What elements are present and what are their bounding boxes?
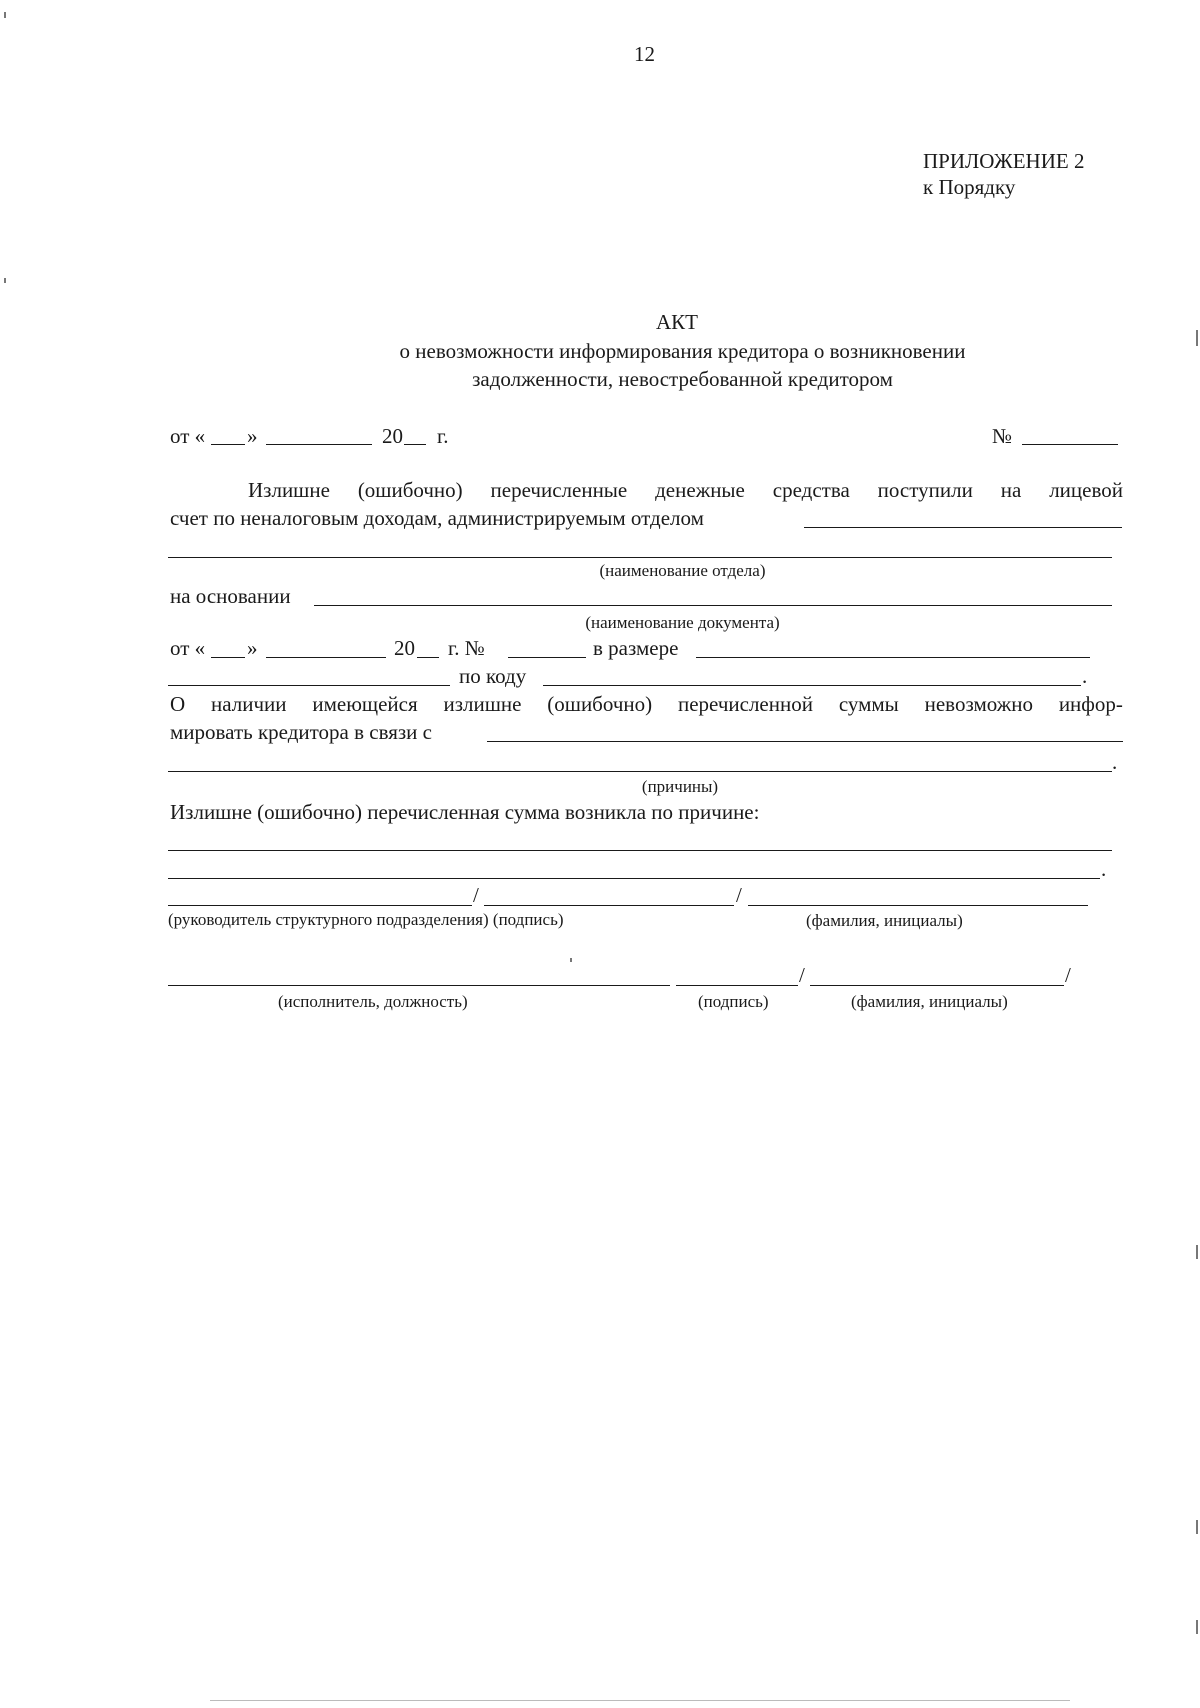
appendix-title: ПРИЛОЖЕНИЕ 2 (923, 149, 1085, 173)
reason-end: . (1112, 750, 1118, 774)
executor-caption: (исполнитель, должность) (278, 992, 468, 1011)
word: денежные (655, 478, 745, 502)
date-year-field[interactable] (404, 444, 426, 445)
head-slash-2: / (736, 883, 742, 907)
word: перечисленные (490, 478, 628, 502)
date-month-field[interactable] (266, 444, 372, 445)
scan-speck (4, 12, 6, 18)
executor-sign-caption: (подпись) (698, 992, 769, 1011)
paragraph1-line2: счет по неналоговым доходам, администрируемым отделом (170, 506, 704, 530)
head-name-field[interactable] (748, 905, 1088, 906)
department-field-2[interactable] (168, 557, 1112, 558)
act-subtitle-line2: задолженности, невостребованной кредитором (472, 367, 893, 391)
cause-end: . (1101, 857, 1107, 881)
page-number: 12 (634, 42, 655, 66)
act-number-sign: № (992, 424, 1013, 448)
code-end: . (1082, 664, 1088, 688)
paragraph2-line2: мировать кредитора в связи с (170, 720, 432, 744)
basis-field[interactable] (314, 605, 1112, 606)
word: излишне (443, 692, 522, 716)
doc-year-number: г. № (448, 636, 485, 660)
word: поступили (877, 478, 973, 502)
word: (ошибочно) (547, 692, 653, 716)
code-field[interactable] (543, 685, 1081, 686)
word: наличии (211, 692, 287, 716)
executor-name-field[interactable] (810, 985, 1064, 986)
date-day-field[interactable] (211, 444, 245, 445)
word: суммы (838, 692, 899, 716)
doc-year-field[interactable] (417, 657, 439, 658)
word: лицевой (1049, 478, 1123, 502)
doc-day-field[interactable] (211, 657, 245, 658)
scan-speck (1196, 1520, 1198, 1534)
head-signature-field[interactable] (484, 905, 734, 906)
paragraph1-line1 (248, 478, 1123, 502)
word: (ошибочно) (357, 478, 463, 502)
executor-slash-1: / (799, 963, 805, 987)
doc-month-field[interactable] (266, 657, 386, 658)
basis-label: на основании (170, 584, 291, 608)
reasons-caption: (причины) (641, 777, 719, 796)
word: перечисленной (677, 692, 813, 716)
executor-position-field[interactable] (168, 985, 670, 986)
scan-speck (210, 1700, 1070, 1701)
doc-quote-close: » (247, 636, 258, 660)
doc-number-field[interactable] (508, 657, 586, 658)
doc-from-prefix: от « (170, 636, 206, 660)
scan-speck (570, 958, 572, 962)
doc-amount-field[interactable] (696, 657, 1090, 658)
date-quote-close: » (247, 424, 258, 448)
paragraph3-line: Излишне (ошибочно) перечисленная сумма возникла по причине: (170, 800, 760, 824)
appendix-subtitle: к Порядку (923, 175, 1016, 199)
scan-speck (1196, 330, 1198, 346)
executor-name-caption: (фамилия, инициалы) (851, 992, 1008, 1011)
word: невозможно (924, 692, 1033, 716)
document-caption: (наименование документа) (585, 613, 780, 632)
scan-speck (1196, 1245, 1198, 1259)
date-year-suffix: г. (437, 424, 449, 448)
scan-speck (4, 278, 6, 283)
date-year-prefix: 20 (382, 424, 403, 448)
department-field-1[interactable] (804, 527, 1122, 528)
cause-field-1[interactable] (168, 850, 1112, 851)
word: на (1000, 478, 1022, 502)
act-number-field[interactable] (1022, 444, 1118, 445)
doc-year-prefix: 20 (394, 636, 415, 660)
head-name-caption: (фамилия, инициалы) (806, 911, 963, 930)
paragraph2-line1 (170, 692, 1123, 716)
cause-field-2[interactable] (168, 878, 1100, 879)
code-label: по коду (459, 664, 527, 688)
word: Излишне (248, 478, 330, 502)
act-subtitle-line1: о невозможности информирования кредитора о возникновении (399, 339, 966, 363)
act-title: АКТ (656, 310, 698, 334)
scan-speck (1196, 1620, 1198, 1634)
word: имеющейся (312, 692, 418, 716)
reason-field-1[interactable] (487, 741, 1123, 742)
head-slash-1: / (473, 883, 479, 907)
word: средства (772, 478, 850, 502)
word: инфор- (1058, 692, 1123, 716)
doc-amount-label: в размере (593, 636, 679, 660)
head-caption: (руководитель структурного подразделения) (подпись) (168, 910, 564, 929)
code-prefix-field[interactable] (168, 685, 450, 686)
reason-field-2[interactable] (168, 771, 1112, 772)
executor-slash-2: / (1065, 963, 1071, 987)
word: О (170, 692, 186, 716)
executor-signature-field[interactable] (676, 985, 798, 986)
head-position-field[interactable] (168, 905, 472, 906)
date-from-prefix: от « (170, 424, 206, 448)
department-caption: (наименование отдела) (599, 561, 766, 580)
